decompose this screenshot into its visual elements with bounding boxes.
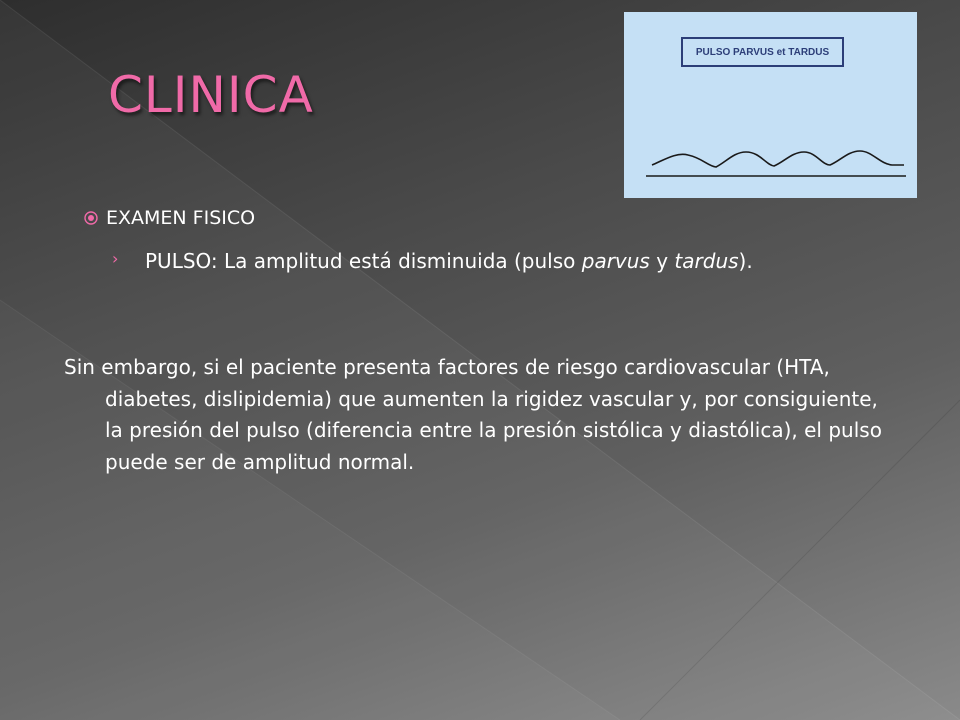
- chevron-right-icon: ›: [112, 249, 119, 268]
- pulso-text-start: PULSO: La amplitud está disminuida (pulso: [145, 249, 582, 273]
- figure-label: PULSO PARVUS et TARDUS: [681, 37, 844, 67]
- pulso-italic-tardus: tardus: [674, 249, 739, 273]
- pulso-italic-parvus: parvus: [581, 249, 650, 273]
- bullet-text: EXAMEN FISICO: [106, 207, 256, 229]
- slide-title: CLINICA: [108, 66, 314, 124]
- bullet-pulso-text: [145, 245, 805, 277]
- body-paragraph: Sin embargo, si el paciente presenta factores de riesgo cardiovascular (HTA, diabetes, dislipidemia) que aumenten la rigidez vascular y, por consiguiente, la presión del pulso (diferencia entre la presión sistólica y diastólica), el pulso puede ser de amplitud normal.: [64, 355, 882, 474]
- target-bullet-icon: [84, 211, 98, 225]
- pulso-text-mid: y: [649, 249, 675, 273]
- pulso-text-end: ).: [738, 249, 753, 273]
